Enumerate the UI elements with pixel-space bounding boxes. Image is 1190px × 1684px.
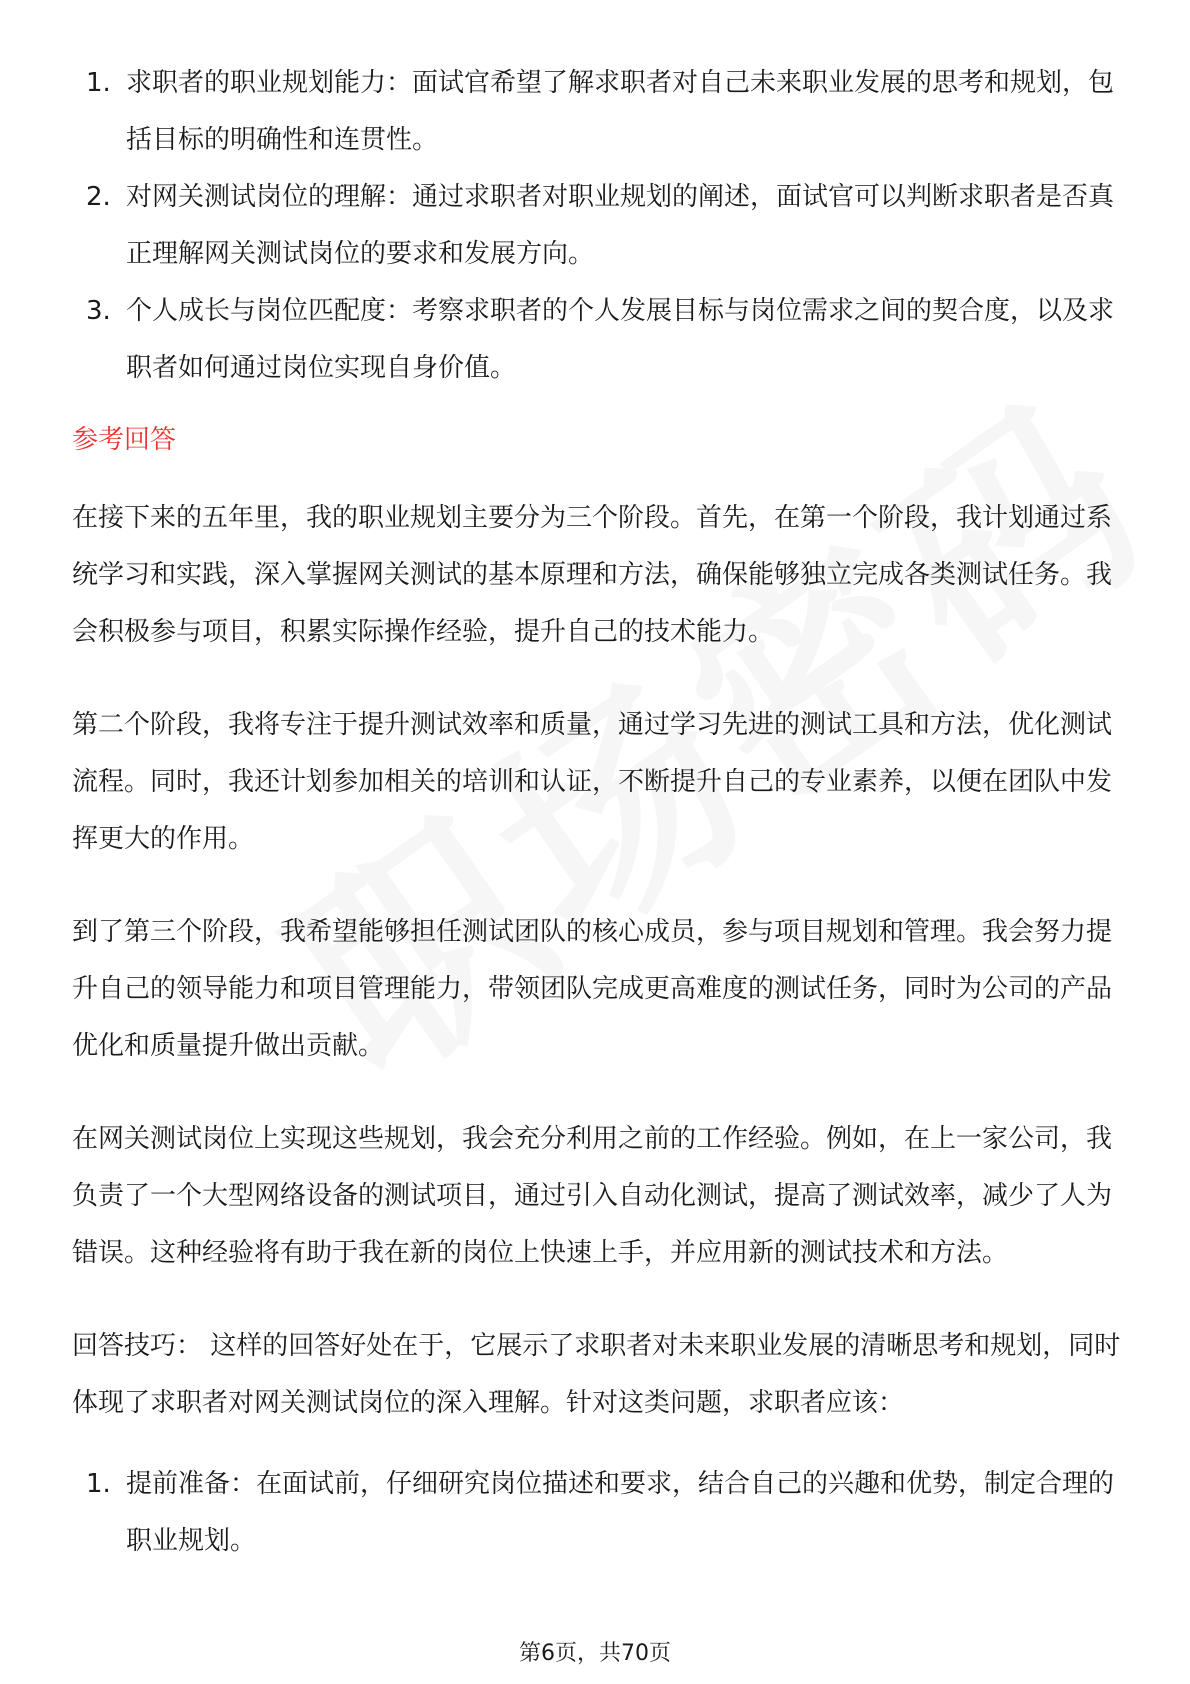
list-item-text: 个人成长与岗位匹配度：考察求职者的个人发展目标与岗位需求之间的契合度，以及求职者如何通过岗位实现自身价值。 xyxy=(126,296,1115,383)
answer-paragraph: 在网关测试岗位上实现这些规划，我会充分利用之前的工作经验。例如，在上一家公司，我负责了一个大型网络设备的测试项目，通过引入自动化测试，提高了测试效率，减少了人为错误。这种经验将有助于我在新的岗位上快速上手，并应用新的测试技术和方法。 xyxy=(72,1124,1113,1268)
answer-paragraph: 在接下来的五年里，我的职业规划主要分为三个阶段。首先，在第一个阶段，我计划通过系统学习和实践，深入掌握网关测试的基本原理和方法，确保能够独立完成各类测试任务。我会积极参与项目，积累实际操作经验，提升自己的技术能力。 xyxy=(72,503,1113,647)
answer-tips: 回答技巧： 这样的回答好处在于，它展示了求职者对未来职业发展的清晰思考和规划，同时体现了求职者对网关测试岗位的深入理解。针对这类问题，求职者应该： xyxy=(72,1331,1121,1418)
tips-list xyxy=(72,1456,1122,1570)
list-item xyxy=(72,55,1122,169)
list-item-number: 1. xyxy=(86,1469,111,1499)
list-item xyxy=(72,169,1122,283)
criteria-list xyxy=(72,55,1122,397)
list-item-number: 3. xyxy=(86,296,111,326)
list-item-number: 2. xyxy=(86,182,111,212)
list-item-text: 提前准备：在面试前，仔细研究岗位描述和要求，结合自己的兴趣和优势，制定合理的职业规划。 xyxy=(126,1469,1115,1556)
answer-paragraph: 第二个阶段，我将专注于提升测试效率和质量，通过学习先进的测试工具和方法，优化测试流程。同时，我还计划参加相关的培训和认证，不断提升自己的专业素养，以便在团队中发挥更大的作用。 xyxy=(72,710,1113,854)
section-heading: 参考回答 xyxy=(72,425,177,455)
list-item-text: 求职者的职业规划能力：面试官希望了解求职者对自己未来职业发展的思考和规划，包括目标的明确性和连贯性。 xyxy=(126,68,1115,155)
answer-paragraph: 到了第三个阶段，我希望能够担任测试团队的核心成员，参与项目规划和管理。我会努力提升自己的领导能力和项目管理能力，带领团队完成更高难度的测试任务，同时为公司的产品优化和质量提升做出贡献。 xyxy=(72,917,1113,1061)
list-item xyxy=(72,283,1122,397)
list-item-text: 对网关测试岗位的理解：通过求职者对职业规划的阐述，面试官可以判断求职者是否真正理解网关测试岗位的要求和发展方向。 xyxy=(126,182,1115,269)
list-item xyxy=(72,1456,1122,1570)
page-number: 第6页，共70页 xyxy=(519,1641,671,1666)
list-item-number: 1. xyxy=(86,68,111,98)
document-body xyxy=(72,55,1122,1570)
